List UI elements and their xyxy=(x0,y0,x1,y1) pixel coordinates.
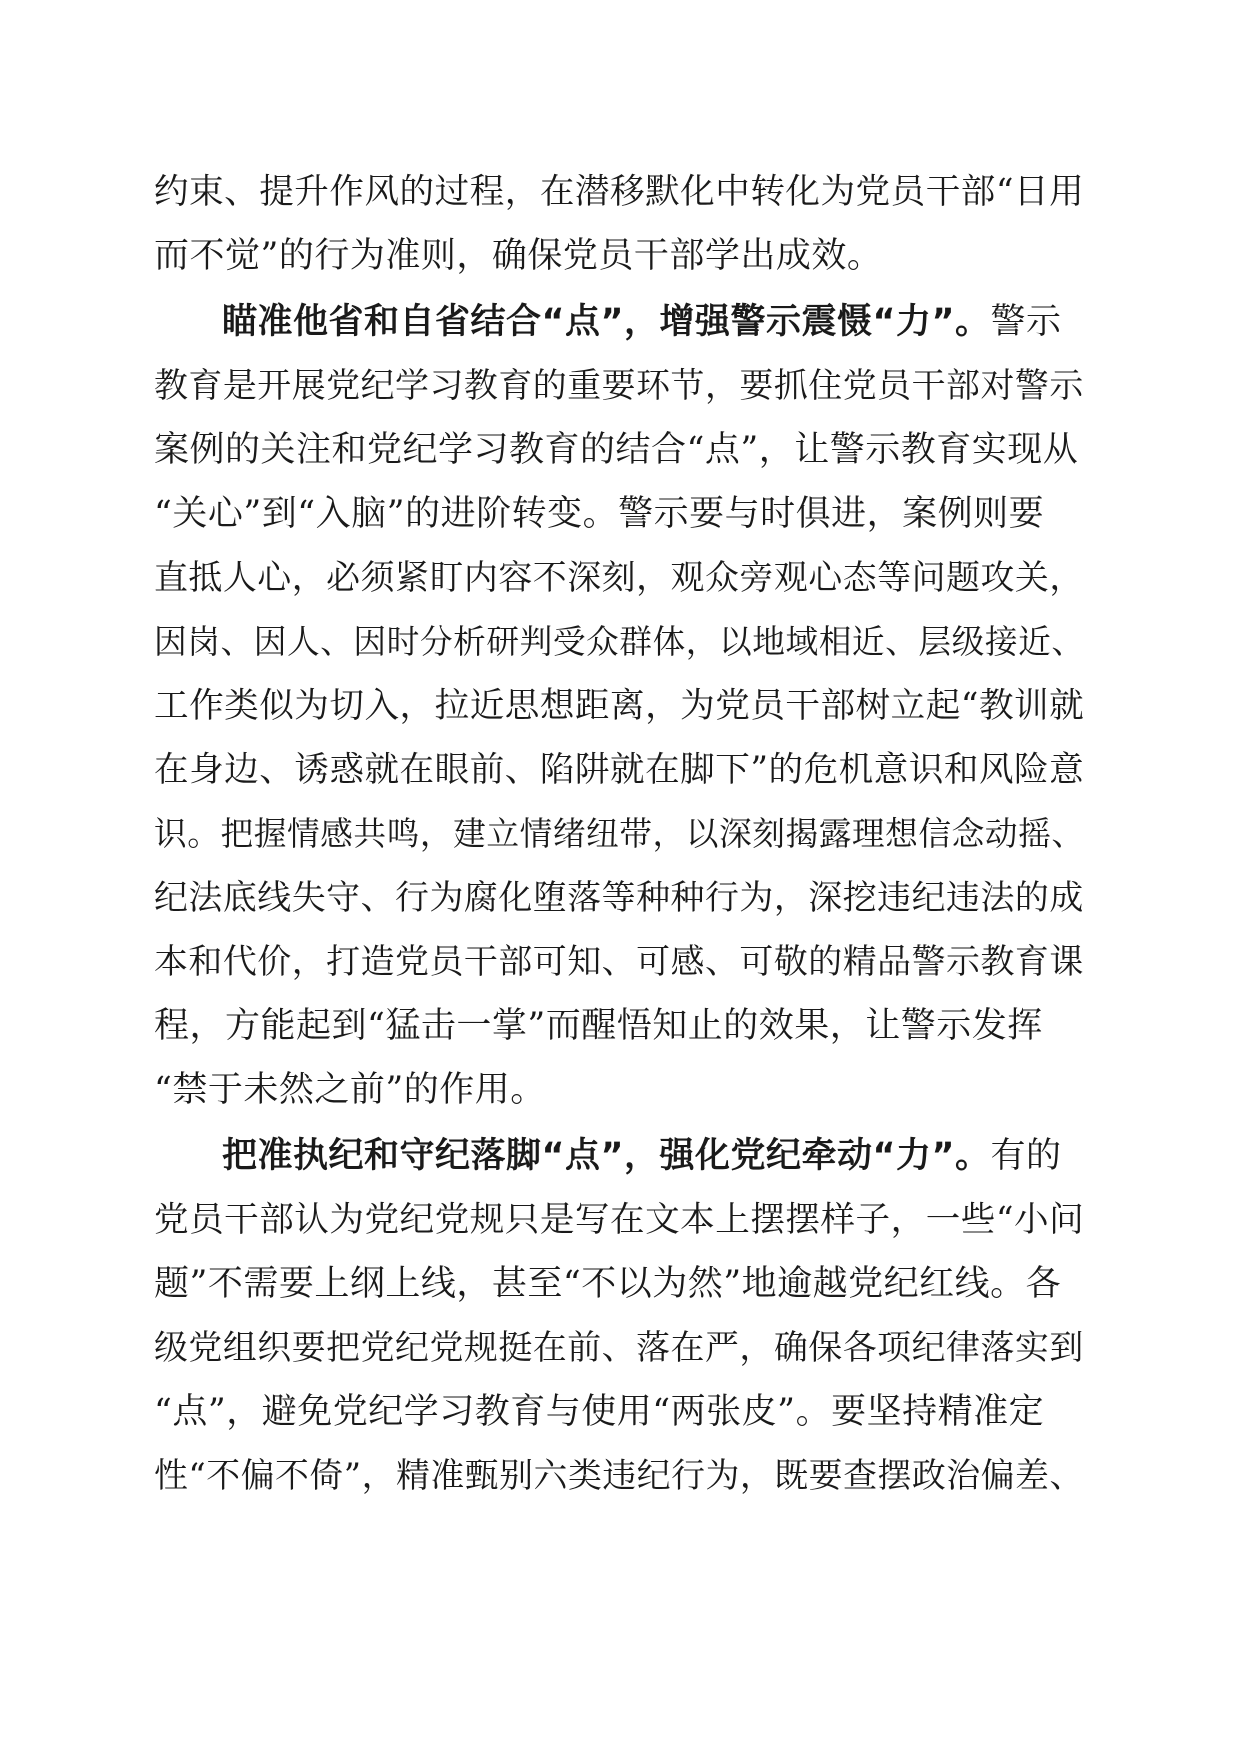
body-line: 程，方能起到“猛击一掌”而醒悟知止的效果，让警示发挥 xyxy=(154,1006,1043,1046)
body-line: 题”不需要上纲上线，甚至“不以为然”地逾越党纪红线。各 xyxy=(154,1264,1062,1304)
body-line: 性“不偏不倚”，精准甄别六类违纪行为，既要查摆政治偏差、 xyxy=(154,1456,1084,1495)
body-line: 案例的关注和党纪学习教育的结合“点”，让警示教育实现从 xyxy=(154,430,1079,470)
body-line: 纪法底线失守、行为腐化堕落等种种行为，深挖违纪违法的成 xyxy=(154,878,1084,918)
body-line: 直抵人心，必须紧盯内容不深刻，观众旁观心态等问题攻关， xyxy=(154,558,1084,598)
paragraph-heading: 把准执纪和守纪落脚“点”，强化党纪牵动“力”。 xyxy=(222,1136,991,1176)
body-line: 因岗、因人、因时分析研判受众群体，以地域相近、层级接近、 xyxy=(154,623,1085,661)
body-line: 约束、提升作风的过程，在潜移默化中转化为党员干部“日用 xyxy=(154,172,1085,212)
body-line: “关心”到“入脑”的进阶转变。警示要与时俱进，案例则要 xyxy=(154,494,1045,534)
paragraph-text: 警示 xyxy=(990,302,1062,342)
body-line: 党员干部认为党纪党规只是写在文本上摆摆样子，一些“小问 xyxy=(154,1200,1085,1240)
body-line: 识。把握情感共鸣，建立情绪纽带，以深刻揭露理想信念动摇、 xyxy=(154,815,1085,853)
body-line: 而不觉”的行为准则，确保党员干部学出成效。 xyxy=(154,236,883,276)
body-line: 在身边、诱惑就在眼前、陷阱就在脚下”的危机意识和风险意 xyxy=(154,750,1085,790)
paragraph-first-line xyxy=(222,1124,1084,1188)
paragraph-text: 有的 xyxy=(990,1136,1062,1176)
body-line: 本和代价，打造党员干部可知、可感、可敬的精品警示教育课 xyxy=(154,942,1084,982)
body-line: “禁于未然之前”的作用。 xyxy=(154,1070,546,1110)
paragraph-heading: 瞄准他省和自省结合“点”，增强警示震慑“力”。 xyxy=(222,302,991,342)
body-line: 级党组织要把党纪党规挺在前、落在严，确保各项纪律落实到 xyxy=(154,1328,1084,1368)
body-line: “点”，避免党纪学习教育与使用“两张皮”。要坚持精准定 xyxy=(154,1392,1045,1432)
body-line: 教育是开展党纪学习教育的重要环节，要抓住党员干部对警示 xyxy=(154,366,1084,406)
body-line: 工作类似为切入，拉近思想距离，为党员干部树立起“教训就 xyxy=(154,686,1085,726)
paragraph-first-line xyxy=(222,290,1084,354)
